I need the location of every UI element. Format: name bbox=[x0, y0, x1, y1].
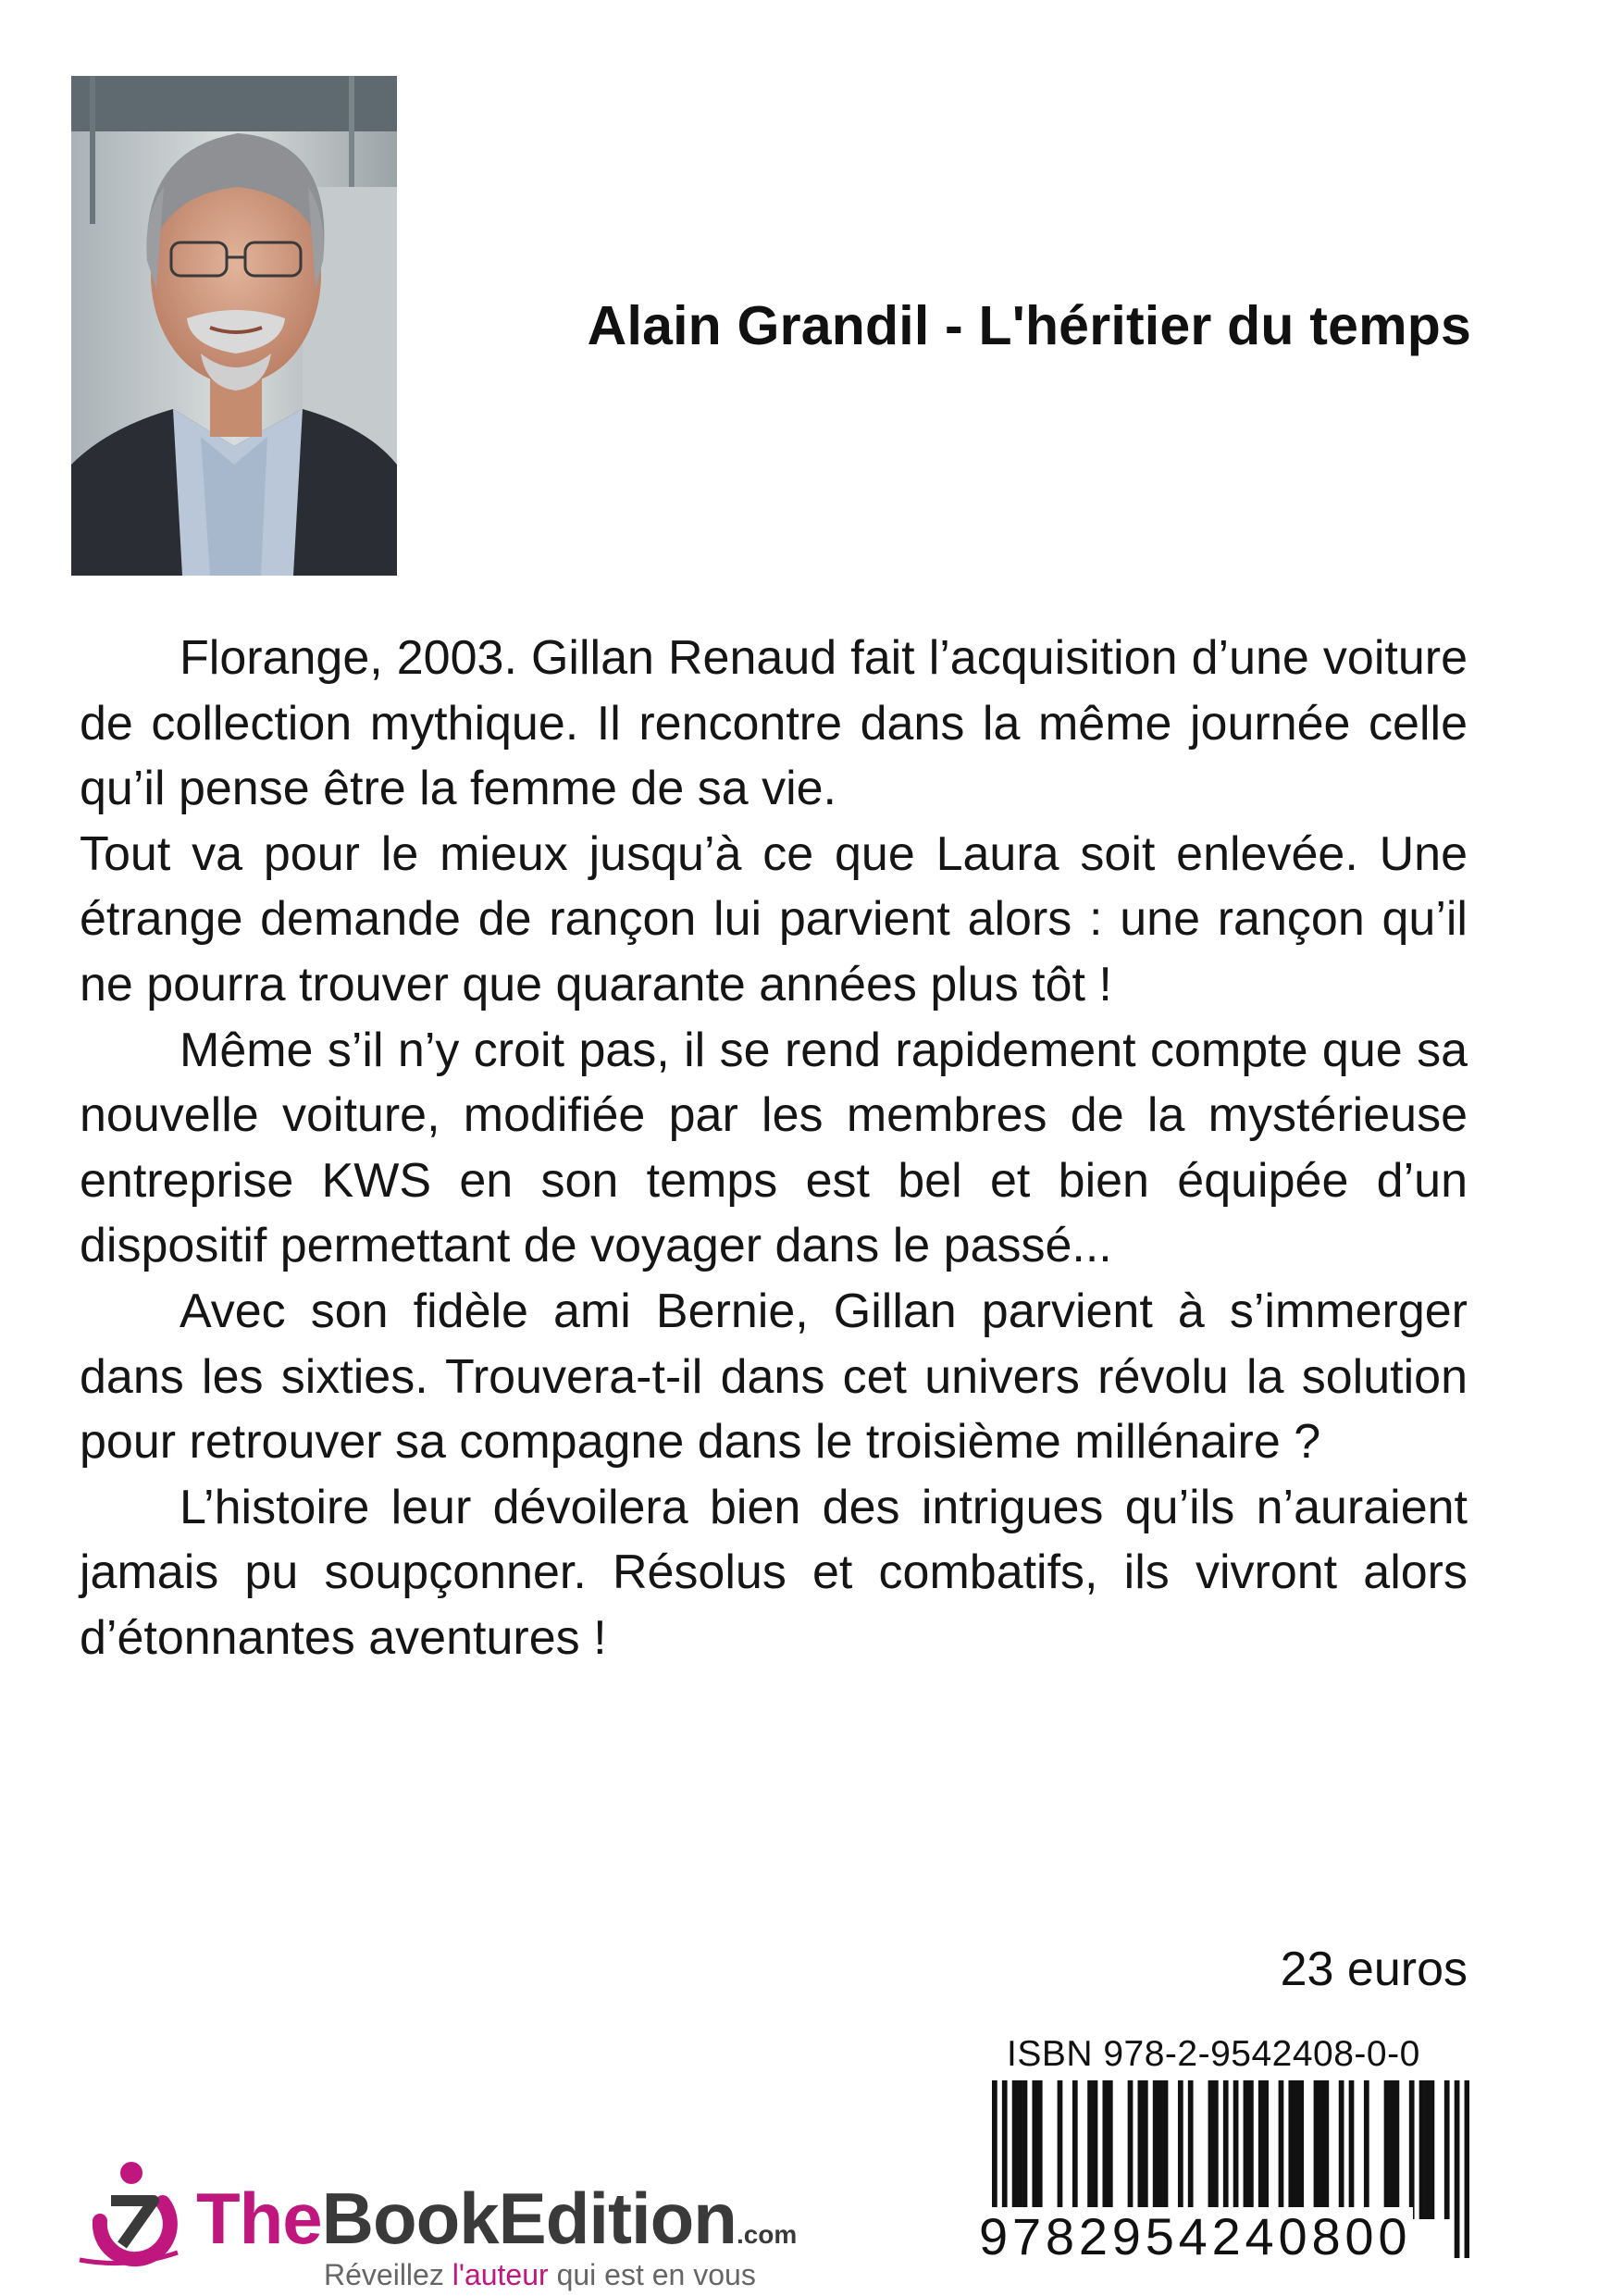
barcode-bar bbox=[1409, 2080, 1415, 2219]
book-title: Alain Grandil - L'héritier du temps bbox=[587, 295, 1471, 356]
barcode-bar bbox=[1188, 2080, 1194, 2219]
barcode-bar bbox=[1314, 2080, 1319, 2219]
barcode-bar bbox=[1093, 2080, 1098, 2219]
barcode-bar bbox=[1108, 2080, 1113, 2219]
author-portrait-image bbox=[71, 76, 397, 576]
blurb-paragraph: Tout va pour le mieux jusqu’à ce que Laura soit enlevée. Une étrange demande de rançon lui parvient alors : une rançon qu’il ne pourra trouver que quarante années plus tôt ! bbox=[80, 826, 1468, 1011]
barcode-bar bbox=[1323, 2080, 1329, 2219]
publisher-logo bbox=[74, 2156, 833, 2295]
barcode-bar bbox=[1102, 2080, 1108, 2219]
barcode-bar bbox=[1012, 2080, 1018, 2219]
barcode-number: 9782954240800 bbox=[979, 2207, 1412, 2265]
publisher-name-tld: .com bbox=[736, 2220, 798, 2249]
barcode-bar bbox=[1430, 2080, 1435, 2219]
barcode-bar bbox=[1158, 2080, 1163, 2219]
blurb-paragraph: L’histoire leur dévoilera bien des intrigues qu’ils n’auraient jamais pu soupçonner. Résolus et combatifs, ils vivront alors d’étonnantes aventures ! bbox=[80, 1480, 1468, 1665]
barcode-bar bbox=[1087, 2080, 1093, 2219]
publisher-name-the: The bbox=[196, 2178, 322, 2259]
barcode-bar bbox=[1339, 2080, 1344, 2219]
barcode-bar bbox=[1444, 2080, 1450, 2219]
barcode-bar bbox=[1384, 2080, 1390, 2219]
publisher-name-rest: BookEdition bbox=[321, 2178, 737, 2259]
barcode-bar bbox=[1279, 2080, 1284, 2219]
publisher-name bbox=[196, 2177, 797, 2261]
book-blurb bbox=[80, 626, 1468, 1671]
barcode-bar bbox=[1424, 2080, 1430, 2219]
barcode-bar bbox=[1178, 2080, 1183, 2219]
barcode-bar bbox=[1163, 2080, 1169, 2219]
barcode-bar bbox=[1298, 2080, 1304, 2219]
barcode-bar bbox=[1022, 2080, 1028, 2219]
barcode-bar bbox=[1037, 2080, 1043, 2219]
barcode-bar bbox=[1213, 2080, 1219, 2219]
barcode-bar bbox=[1394, 2080, 1400, 2219]
barcode-bar bbox=[1389, 2080, 1394, 2219]
blurb-paragraph: Même s’il n’y croit pas, il se rend rapidement compte que sa nouvelle voiture, modifiée par les membres de la mystérieuse entreprise KWS en son temps est bel et bien équipée d’un dispositif permettant de voyager dans le passé... bbox=[80, 1023, 1468, 1273]
barcode-bar bbox=[1288, 2080, 1294, 2219]
barcode-bar bbox=[1248, 2080, 1254, 2219]
barcode-digits bbox=[977, 2206, 1477, 2266]
barcode-bar bbox=[1138, 2080, 1144, 2219]
barcode-bar bbox=[1058, 2080, 1063, 2219]
tagline-accent: l'auteur bbox=[452, 2258, 549, 2291]
author-photo bbox=[71, 76, 397, 576]
barcode-bar bbox=[1072, 2080, 1078, 2219]
barcode-bar bbox=[1319, 2080, 1324, 2219]
publisher-tagline bbox=[324, 2258, 756, 2292]
barcode-bar bbox=[1294, 2080, 1299, 2219]
barcode-bar bbox=[1364, 2080, 1369, 2219]
barcode-bar bbox=[1419, 2080, 1425, 2219]
barcode-bar bbox=[1349, 2080, 1355, 2219]
barcode-bar bbox=[1244, 2080, 1249, 2219]
tagline-before: Réveillez bbox=[324, 2258, 452, 2291]
barcode-bar bbox=[1032, 2080, 1037, 2219]
publisher-logo-icon bbox=[74, 2156, 185, 2277]
barcode-bar bbox=[1258, 2080, 1264, 2219]
barcode-bar bbox=[1208, 2080, 1214, 2219]
isbn-label: ISBN 978-2-9542408-0-0 bbox=[1007, 2034, 1420, 2074]
book-price: 23 euros bbox=[1280, 1942, 1468, 1996]
barcode-bar bbox=[1263, 2080, 1269, 2219]
barcode-bar bbox=[1128, 2080, 1134, 2219]
blurb-paragraph: Florange, 2003. Gillan Renaud fait l’acquisition d’une voiture de collection mythique. Il rencontre dans la même journée celle qu’il pense être la femme de sa vie. bbox=[80, 631, 1468, 816]
barcode-bar bbox=[1153, 2080, 1158, 2219]
barcode-bar bbox=[1143, 2080, 1148, 2219]
blurb-paragraph: Avec son fidèle ami Bernie, Gillan parvient à s’immerger dans les sixties. Trouvera-t-il dans cet univers révolu la solution pour retrouver sa compagne dans le troisième millénaire ? bbox=[80, 1284, 1468, 1470]
tagline-after: qui est en vous bbox=[548, 2258, 756, 2291]
barcode-bar bbox=[1017, 2080, 1022, 2219]
